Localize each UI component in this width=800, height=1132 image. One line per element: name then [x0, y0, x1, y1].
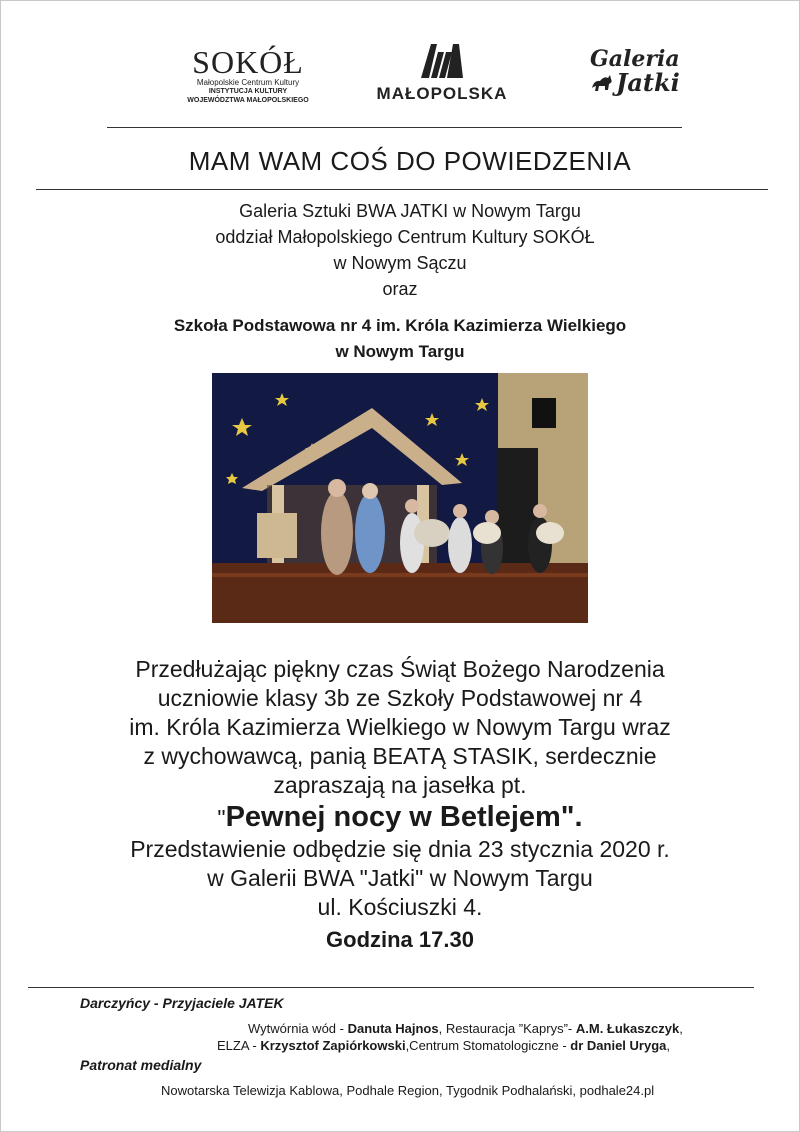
malopolska-logo: [370, 38, 514, 104]
invitation-line: zapraszają na jasełka pt.: [273, 772, 527, 798]
sokol-logo-name: SOKÓŁ: [192, 44, 304, 80]
sponsor-line: [217, 1038, 670, 1053]
sponsor-text: Wytwórnia wód -: [248, 1021, 348, 1036]
school-line: w Nowym Targu: [335, 342, 465, 361]
sponsor-text: ,: [666, 1038, 671, 1053]
sponsor-name: Danuta Hajnos: [347, 1021, 439, 1036]
divider-footer: [28, 987, 754, 988]
sokol-logo: [186, 46, 310, 105]
sponsor-text: ,Centrum Stomatologiczne -: [405, 1038, 571, 1053]
invitation-block: [0, 655, 800, 922]
play-title: [0, 800, 800, 835]
school-block: [0, 313, 800, 365]
galeria-jatki-logo: [590, 48, 680, 96]
sponsor-name: A.M. Łukaszczyk: [575, 1021, 680, 1036]
event-hour: Godzina 17.30: [326, 927, 474, 952]
sponsor-name: Krzysztof Zapiórkowski: [260, 1038, 406, 1053]
galeria-logo-line2: Jatki: [616, 68, 680, 97]
details-line: w Galerii BWA "Jatki" w Nowym Targu: [207, 865, 593, 891]
malopolska-logo-name: MAŁOPOLSKA: [376, 84, 508, 103]
malopolska-mountain-icon: [417, 38, 467, 80]
play-title-text: Pewnej nocy w Betlejem".: [225, 801, 583, 833]
sponsor-text: ,: [679, 1021, 683, 1036]
media-patron-heading: Patronat medialny: [80, 1057, 202, 1073]
sponsor-line: [248, 1021, 683, 1036]
invitation-line: Przedłużając piękny czas Świąt Bożego Narodzenia: [135, 656, 665, 682]
details-line: Przedstawienie odbędzie się dnia 23 stycznia 2020 r.: [130, 836, 670, 862]
details-line: ul. Kościuszki 4.: [317, 894, 483, 920]
organizer-line: Galeria Sztuki BWA JATKI w Nowym Targu: [239, 201, 581, 221]
invitation-line: im. Króla Kazimierza Wielkiego w Nowym Targu wraz: [129, 714, 671, 740]
sponsor-text: , Restauracja ”Kaprys”-: [438, 1021, 576, 1036]
poster-title: MAM WAM COŚ DO POWIEDZENIA: [188, 146, 632, 176]
play-title-open-quote: ": [217, 805, 226, 831]
sponsors-heading: Darczyńcy - Przyjaciele JATEK: [80, 995, 284, 1011]
divider-title: [36, 189, 768, 190]
galeria-logo-line1: Galeria: [590, 46, 680, 72]
organizers-block: [0, 198, 800, 302]
nativity-photo: [212, 373, 588, 623]
sokol-logo-line3: WOJEWÓDZTWA MAŁOPOLSKIEGO: [187, 97, 309, 104]
organizer-line: oraz: [382, 279, 418, 299]
organizer-line: oddział Małopolskiego Centrum Kultury SOKÓŁ: [215, 227, 595, 247]
goat-icon: [590, 72, 614, 94]
divider-top: [107, 127, 682, 128]
invitation-line: z wychowawcą, panią BEATĄ STASIK, serdecznie: [143, 743, 657, 769]
sokol-logo-line2: INSTYTUCJA KULTURY: [208, 88, 288, 95]
school-line: Szkoła Podstawowa nr 4 im. Króla Kazimierza Wielkiego: [173, 316, 627, 335]
sponsor-text: ELZA -: [217, 1038, 261, 1053]
invitation-line: uczniowie klasy 3b ze Szkoły Podstawowej nr 4: [157, 685, 643, 711]
organizer-line: w Nowym Sączu: [333, 253, 467, 273]
sponsor-name: dr Daniel Uryga: [570, 1038, 667, 1053]
sokol-logo-line1: Małopolskie Centrum Kultury: [196, 78, 300, 87]
nativity-scene-image: [212, 373, 588, 623]
media-patron-list: Nowotarska Telewizja Kablowa, Podhale Region, Tygodnik Podhalański, podhale24.pl: [161, 1083, 655, 1098]
